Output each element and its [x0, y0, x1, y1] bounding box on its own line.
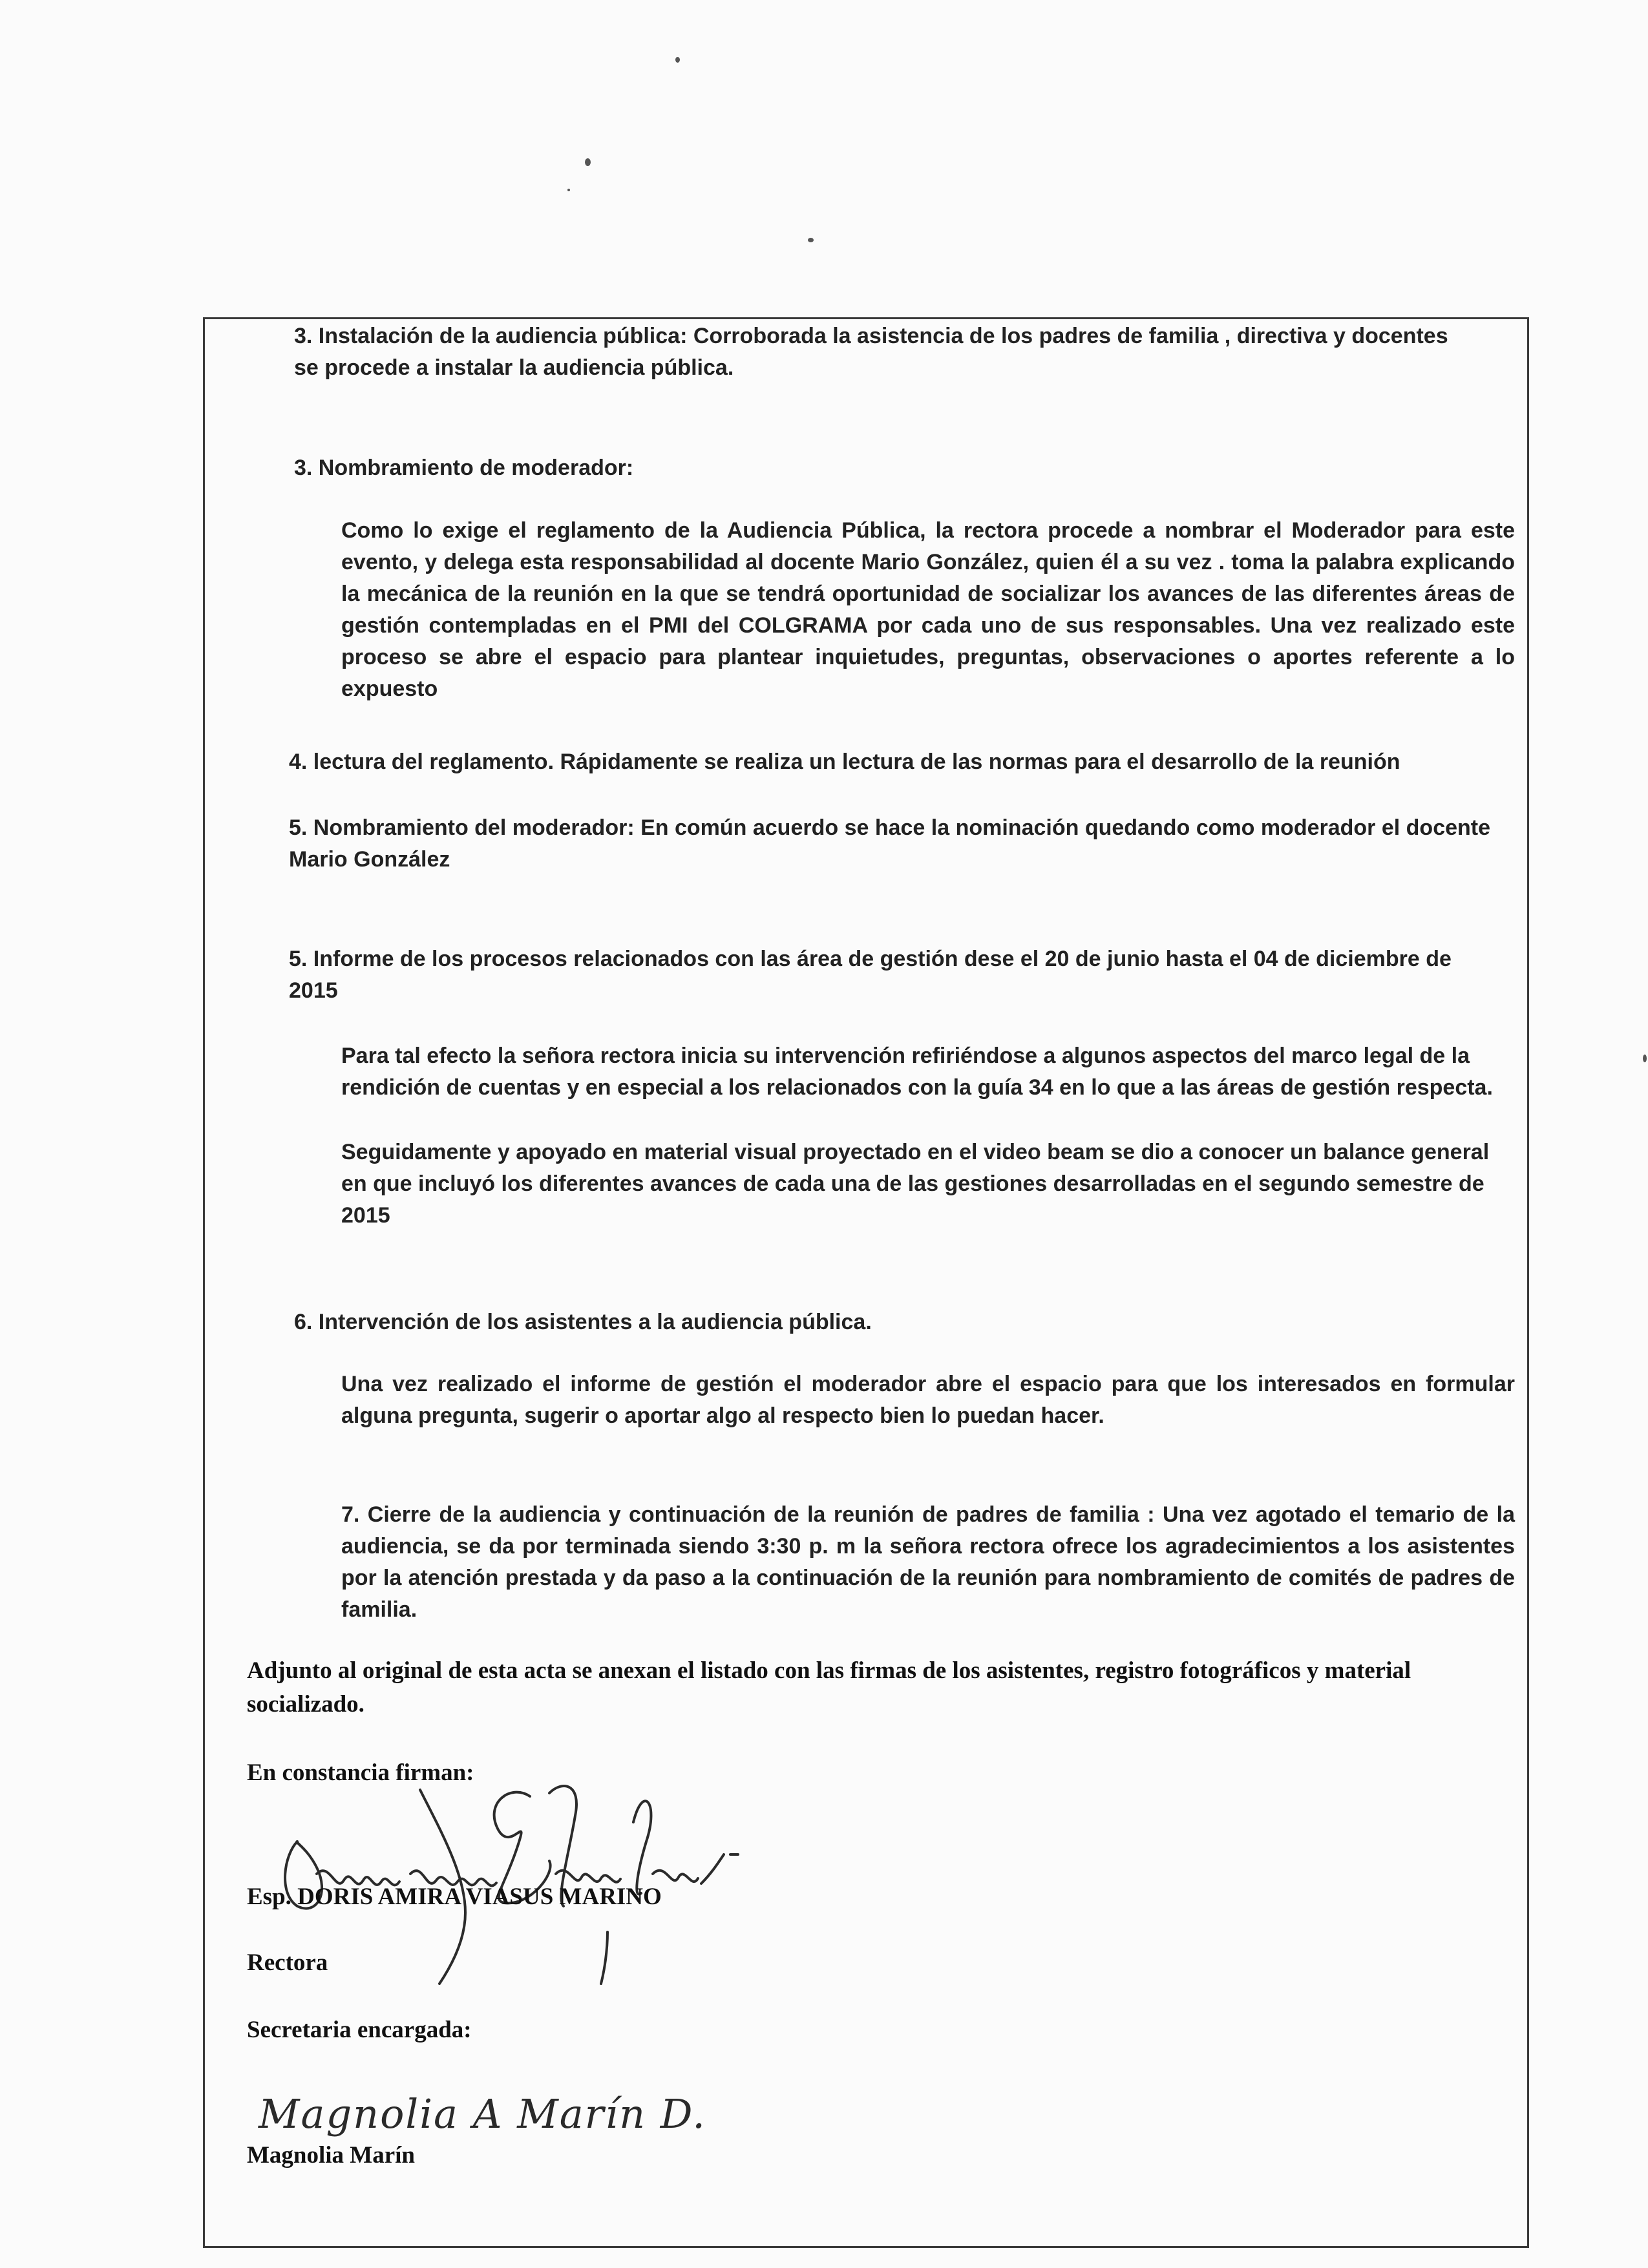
section-installation: 3. Instalación de la audiencia pública: Corroborada la asistencia de los padres de familia , directiva y docentes se procede a instalar la audiencia pública.: [294, 324, 1448, 380]
section-moderator-body: Como lo exige el reglamento de la Audiencia Pública, la rectora procede a nombrar el Moderador para este evento, y delega esta responsabilidad al docente Mario González, quien él a su vez . toma la palabra explicando la mecánica de la reunión en la que se tendrá oportunidad de socializar los avances de las diferentes áreas de gestión contempladas en el PMI del COLGRAMA por cada uno de sus responsables. Una vez realizado este proceso se abre el espacio para plantear inquietudes, preguntas, observaciones o aportes referente a lo expuesto: [341, 518, 1515, 701]
section-report-heading: 5. Informe de los procesos relacionados con las área de gestión dese el 20 de junio hasta el 04 de diciembre de 2015: [289, 947, 1452, 1003]
section-report-body-1: Para tal efecto la señora rectora inicia su intervención refiriéndose a algunos aspectos del marco legal de la rendición de cuentas y en especial a los relacionados con la guía 34 en lo que a las áreas de gestión respecta.: [341, 1044, 1493, 1100]
secretary-handwritten-signature: Magnolia A Marín D.: [259, 2090, 706, 2137]
signer-1-name: Esp. DORIS AMIRA VIASUS MARINO: [247, 1884, 662, 1910]
section-intervention-heading: 6. Intervención de los asistentes a la audiencia pública.: [294, 1310, 872, 1334]
scan-speck: [585, 158, 591, 166]
constancia-label: En constancia firman:: [247, 1759, 474, 1786]
section-moderator-heading: 3. Nombramiento de moderador:: [294, 456, 634, 480]
scan-speck: [675, 57, 680, 63]
signer-2-name: Magnolia Marín: [247, 2142, 416, 2168]
signer-1-role: Rectora: [247, 1949, 328, 1976]
scan-speck: [1643, 1055, 1647, 1062]
section-report-body-2: Seguidamente y apoyado en material visual proyectado en el video beam se dio a conocer un balance general en que incluyó los diferentes avances de cada una de las gestiones desarrolladas en el segundo semestre de 2015: [341, 1140, 1490, 1228]
section-closing-body: 7. Cierre de la audiencia y continuación de la reunión de padres de familia : Una vez agotado el temario de la audiencia, se da por terminada siendo 3:30 p. m la señora rectora ofrece los agradecimientos a los asistentes por la atención prestada y da paso a la continuación de la reunión para nombramiento de comités de padres de familia.: [341, 1502, 1515, 1622]
secretary-label: Secretaria encargada:: [247, 2017, 472, 2043]
section-reading-rules: 4. lectura del reglamento. Rápidamente se realiza un lectura de las normas para el desarrollo de la reunión: [289, 750, 1400, 774]
scan-speck: [567, 189, 570, 191]
section-moderator-nomination: 5. Nombramiento del moderador: En común acuerdo se hace la nominación quedando como moderador el docente Mario González: [289, 815, 1491, 872]
scan-speck: [808, 238, 814, 242]
attachment-note: Adjunto al original de esta acta se anexan el listado con las firmas de los asistentes, registro fotográficos y material socializado.: [247, 1657, 1411, 1717]
section-intervention-body: Una vez realizado el informe de gestión el moderador abre el espacio para que los interesados en formular alguna pregunta, sugerir o aportar algo al respecto bien lo puedan hacer.: [341, 1372, 1515, 1428]
